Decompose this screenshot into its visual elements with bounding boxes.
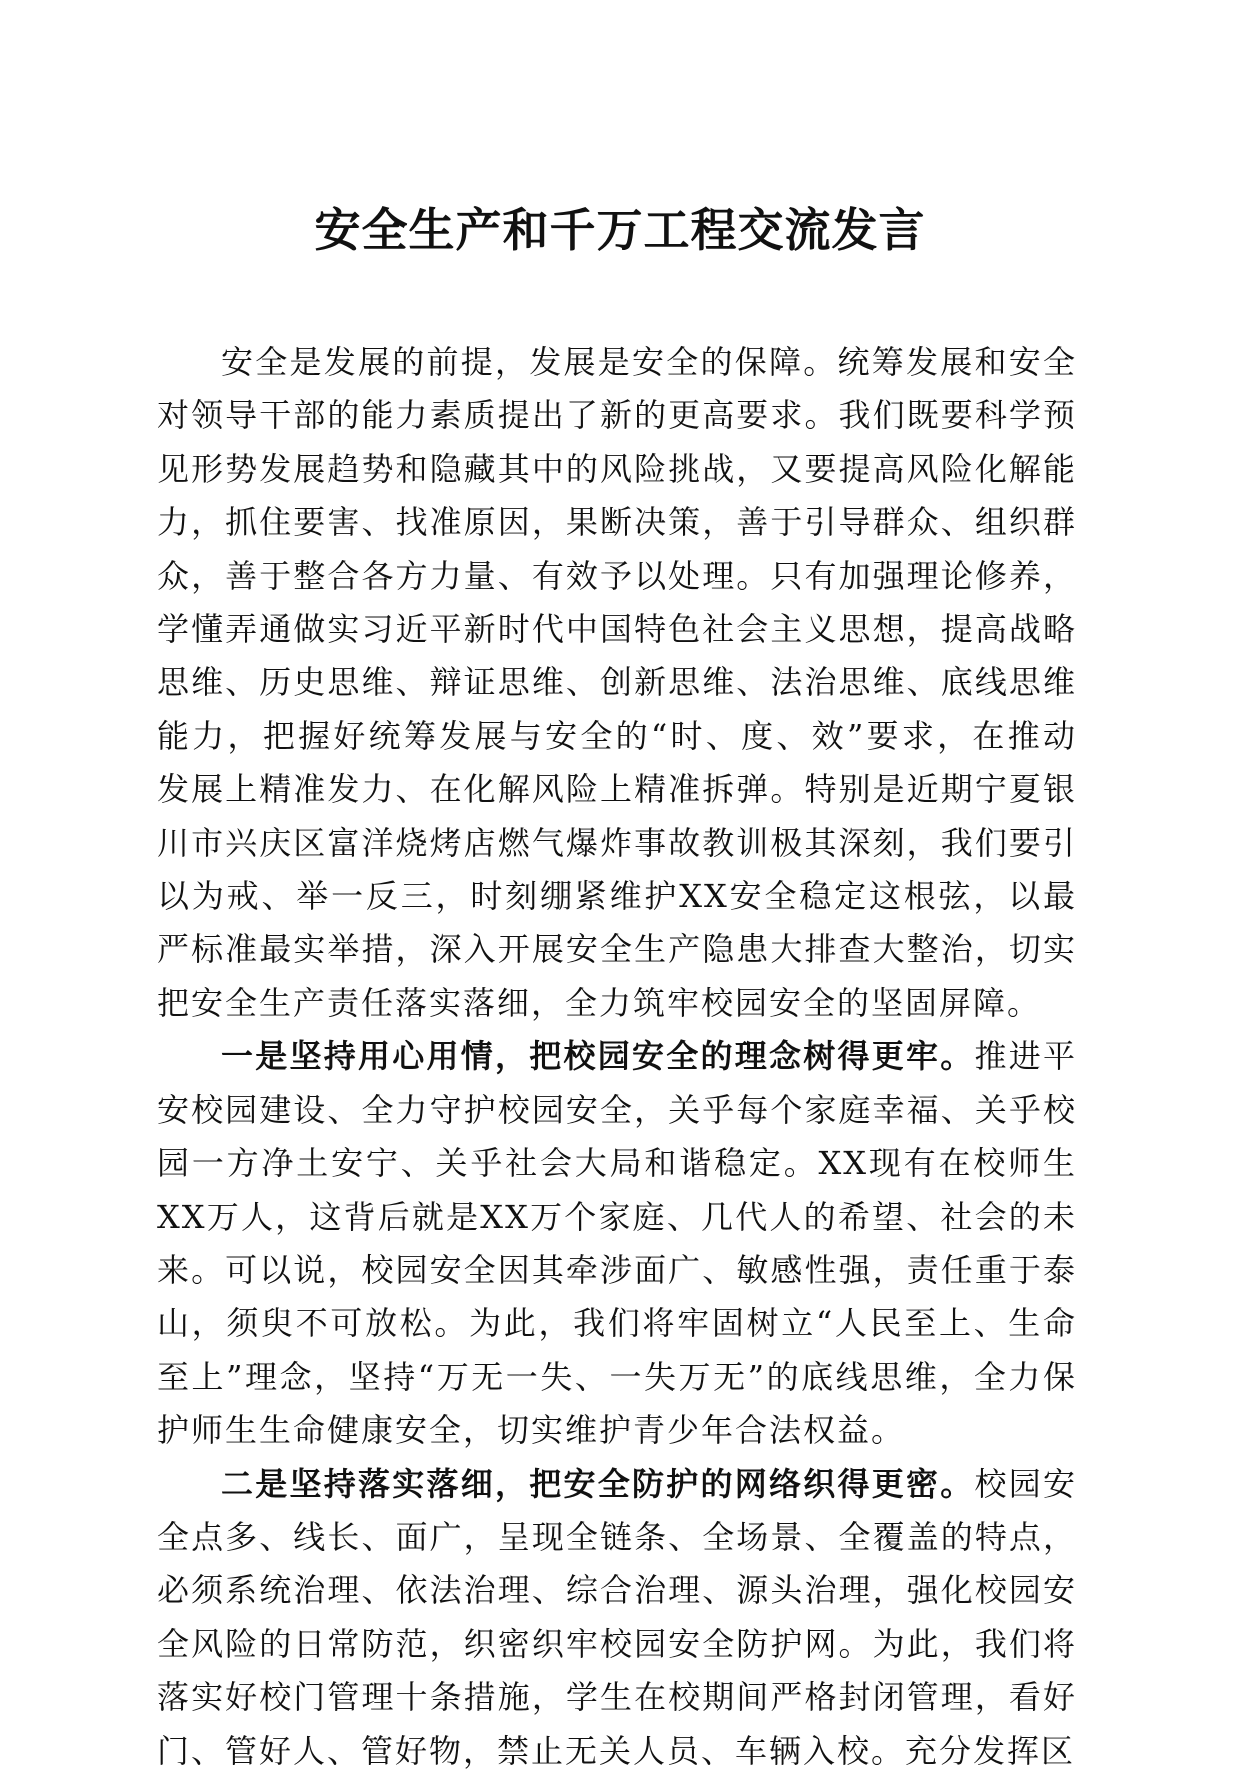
page-title: 安全生产和千万工程交流发言	[314, 203, 926, 257]
paragraph-lead: 二是坚持落实落细，把安全防护的网络织得更密。	[221, 1464, 975, 1503]
paragraph-point-one	[157, 1030, 1077, 1457]
paragraph-point-two	[157, 1458, 1077, 1778]
paragraph-intro	[157, 336, 1077, 1030]
document-body	[157, 336, 1077, 1778]
paragraph-text: 安全是发展的前提，发展是安全的保障。统筹发展和安全对领导干部的能力素质提出了新的更高要求。我们既要科学预见形势发展趋势和隐藏其中的风险挑战，又要提高风险化解能力，抓住要害、找准原因，果断决策，善于引导群众、组织群众，善于整合各方力量、有效予以处理。只有加强理论修养，学懂弄通做实习近平新时代中国特色社会主义思想，提高战略思维、历史思维、辩证思维、创新思维、法治思维、底线思维能力，把握好统筹发展与安全的“时、度、效”要求，在推动发展上精准发力、在化解风险上精准拆弹。特别是近期宁夏银川市兴庆区富洋烧烤店燃气爆炸事故教训极其深刻，我们要引以为戒、举一反三，时刻绷紧维护XX安全稳定这根弦，以最严标准最实举措，深入开展安全生产隐患大排查大整治，切实把安全生产责任落实落细，全力筑牢校园安全的坚固屏障。	[157, 343, 1077, 1022]
paragraph-text: 校园安全点多、线长、面广，呈现全链条、全场景、全覆盖的特点，必须系统治理、依法治理、综合治理、源头治理，强化校园安全风险的日常防范，织密织牢校园安全防护网。为此，我们将落实好校门管理十条措施，学生在校期间严格封闭管理，看好门、管好人、管好物，禁止无关人员、车辆入校。充分发挥区	[157, 1464, 1077, 1770]
paragraph-text: 推进平安校园建设、全力守护校园安全，关乎每个家庭幸福、关乎校园一方净土安宁、关乎社会大局和谐稳定。XX现有在校师生XX万人，这背后就是XX万个家庭、几代人的希望、社会的未来。可以说，校园安全因其牵涉面广、敏感性强，责任重于泰山，须臾不可放松。为此，我们将牢固树立“人民至上、生命至上”理念，坚持“万无一失、一失万无”的底线思维，全力保护师生生命健康安全，切实维护青少年合法权益。	[157, 1037, 1077, 1450]
paragraph-lead: 一是坚持用心用情，把校园安全的理念树得更牢。	[221, 1037, 975, 1076]
